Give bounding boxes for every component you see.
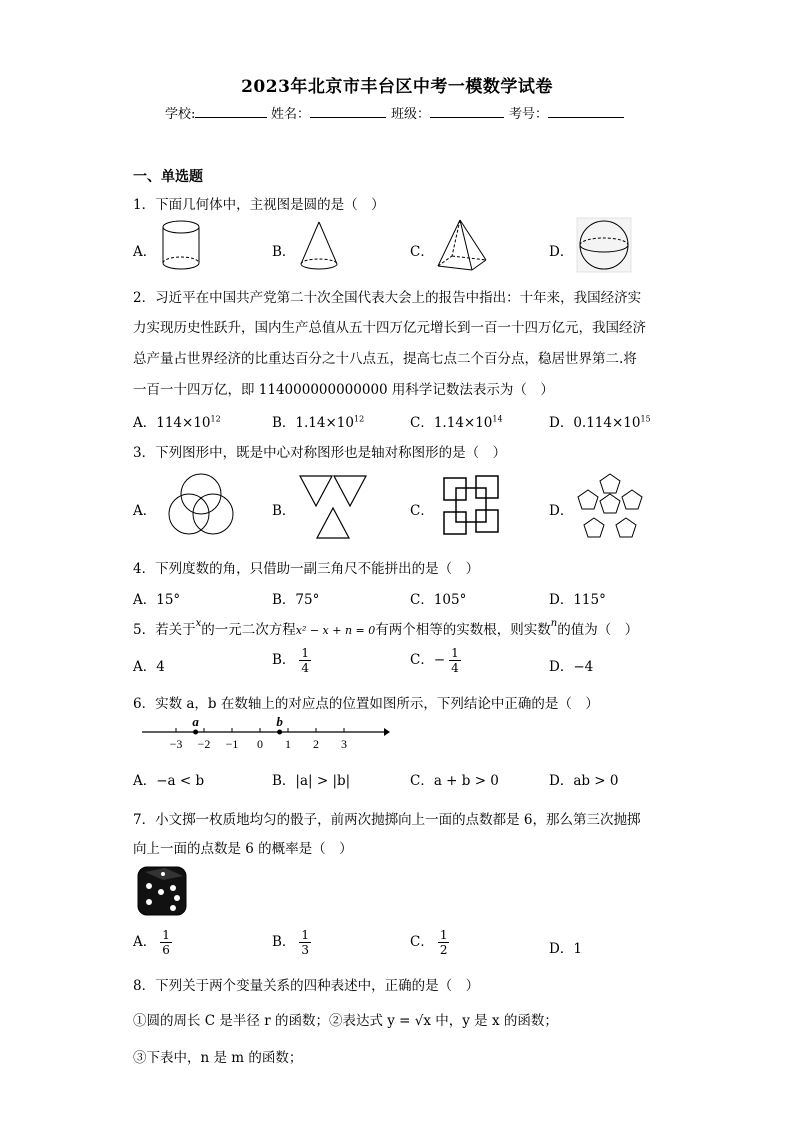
section-heading: 一、单选题 xyxy=(133,169,203,185)
q1-option-b-label[interactable]: B． xyxy=(272,244,296,260)
exam-no-field xyxy=(509,103,624,122)
school-blank[interactable] xyxy=(195,105,267,118)
point-a xyxy=(193,730,198,735)
school-label: 学校: xyxy=(165,107,196,122)
q3-option-a-label[interactable]: A． xyxy=(133,503,157,519)
q3-option-d-label[interactable]: D． xyxy=(549,503,574,519)
tick-label: −2 xyxy=(197,737,211,751)
tick-label: −1 xyxy=(225,737,239,751)
q3-option-c-label[interactable]: C． xyxy=(410,503,434,519)
class-blank[interactable] xyxy=(430,105,504,118)
cylinder-figure xyxy=(157,217,207,275)
tick-label: −3 xyxy=(169,737,183,751)
q7-option-a[interactable]: A． $\frac{1}{6}$ xyxy=(133,928,170,957)
q5-option-c[interactable]: C．− $\frac{1}{4}$ xyxy=(410,646,459,675)
q7-option-b[interactable]: B． $\frac{1}{3}$ xyxy=(272,928,310,957)
three-triangles-figure xyxy=(296,472,370,542)
pyramid-figure xyxy=(434,216,490,274)
q6-option-a[interactable]: A．−a < b xyxy=(133,773,205,789)
q6-stem: 6．实数 a，b 在数轴上的对应点的位置如图所示，下列结论中正确的是（ ） xyxy=(133,696,599,712)
tick-label: 1 xyxy=(285,737,291,751)
q2-line-3: 总产量占世界经济的比重达百分之十八点五，提高七点二个百分点，稳居世界第二.将 xyxy=(133,351,637,367)
q5-option-d[interactable]: D．−4 xyxy=(549,659,594,675)
q4-option-c[interactable]: C．105° xyxy=(410,592,467,608)
page-title: 2023年北京市丰台区中考一模数学试卷 xyxy=(241,77,553,97)
q7-option-d[interactable]: D．1 xyxy=(549,941,582,957)
fraction: $\frac{1}{3}$ xyxy=(301,928,310,957)
fraction: $\frac{1}{6}$ xyxy=(162,928,170,957)
q5-option-b[interactable]: B． $\frac{1}{4}$ xyxy=(272,646,310,675)
q2-line-4: 一百一十四万亿，即 114000000000000 用科学记数法表示为（ ） xyxy=(133,382,554,398)
interlocked-squares-figure xyxy=(440,472,504,540)
label-a: a xyxy=(192,716,199,729)
dice-icon xyxy=(135,864,189,918)
q1-option-d-label[interactable]: D． xyxy=(549,244,574,260)
tick-label: 3 xyxy=(341,737,347,751)
q2-line-2: 力实现历史性跃升，国内生产总值从五十四万亿元增长到一百一十四万亿元，我国经济 xyxy=(133,320,646,336)
q6-option-b[interactable]: B．|a| > |b| xyxy=(272,773,351,789)
q5-equation: x² − x + n = 0 xyxy=(295,624,376,637)
q5-stem: 5．若关于$^x$的一元二次方程x² − x + n = 0有两个相等的实数根，则实数$^n$的值为（ ） xyxy=(133,618,639,638)
q7-option-c[interactable]: C． $\frac{1}{2}$ xyxy=(410,928,448,957)
q1-option-a-label[interactable]: A． xyxy=(133,244,157,260)
q3-stem: 3．下列图形中，既是中心对称图形也是轴对称图形的是（ ） xyxy=(133,445,507,461)
q4-option-a[interactable]: A．15° xyxy=(133,592,181,608)
q2-option-d[interactable]: D．$0.114\times 10^{15}$ xyxy=(549,414,651,431)
q8-statement-line-1: ①圆的周长 C 是半径 r 的函数；②表达式 y = √x 中，y 是 x 的函数； xyxy=(133,1013,558,1029)
label-b: b xyxy=(276,716,283,729)
class-field xyxy=(391,103,504,122)
fraction: $\frac{1}{4}$ xyxy=(451,646,459,675)
exam-no-blank[interactable] xyxy=(548,105,624,118)
q3-option-b-label[interactable]: B． xyxy=(272,503,296,519)
pentagons-figure xyxy=(574,472,646,542)
q8-statement-line-2: ③下表中，n 是 m 的函数； xyxy=(133,1050,303,1066)
q7-line-2: 向上一面的点数是 6 的概率是（ ） xyxy=(133,841,353,857)
school-field xyxy=(165,103,267,122)
q2-option-b[interactable]: B．$1.14\times 10^{12}$ xyxy=(272,414,365,431)
tick-label: 0 xyxy=(257,737,263,751)
q8-stem: 8．下列关于两个变量关系的四种表述中，正确的是（ ） xyxy=(133,978,480,994)
q4-option-b[interactable]: B．75° xyxy=(272,592,320,608)
q4-stem: 4．下列度数的角，只借助一副三角尺不能拼出的是（ ） xyxy=(133,561,480,577)
q6-option-c[interactable]: C．a + b > 0 xyxy=(410,773,499,789)
point-b xyxy=(277,730,282,735)
name-field xyxy=(271,103,386,122)
q1-stem: 1．下面几何体中，主视图是圆的是（ ） xyxy=(133,197,385,213)
fraction: $\frac{1}{2}$ xyxy=(439,928,448,957)
q2-option-c[interactable]: C．$1.14\times 10^{14}$ xyxy=(410,414,503,431)
q7-line-1: 7．小文掷一枚质地均匀的骰子，前两次抛掷向上一面的点数都是 6，那么第三次抛掷 xyxy=(133,812,641,828)
q2-line-1: 2．习近平在中国共产党第二十次全国代表大会上的报告中指出：十年来，我国经济实 xyxy=(133,290,642,306)
name-label: 姓名： xyxy=(271,107,311,122)
cone-figure xyxy=(297,218,341,276)
name-blank[interactable] xyxy=(310,105,386,118)
three-circles-figure xyxy=(163,470,239,542)
q2-option-a[interactable]: A．$114\times 10^{12}$ xyxy=(133,414,221,431)
q5-option-a[interactable]: A．4 xyxy=(133,659,165,675)
q4-option-d[interactable]: D．115° xyxy=(549,592,606,608)
arrow-icon xyxy=(384,728,390,736)
class-label: 班级： xyxy=(391,107,431,122)
fraction: $\frac{1}{4}$ xyxy=(301,646,310,675)
number-line-figure xyxy=(140,716,390,752)
tick-label: 2 xyxy=(313,737,319,751)
exam-no-label: 考号： xyxy=(509,107,549,122)
q1-option-c-label[interactable]: C． xyxy=(410,244,434,260)
sphere-figure xyxy=(575,216,633,274)
q6-option-d[interactable]: D．ab > 0 xyxy=(549,773,619,789)
